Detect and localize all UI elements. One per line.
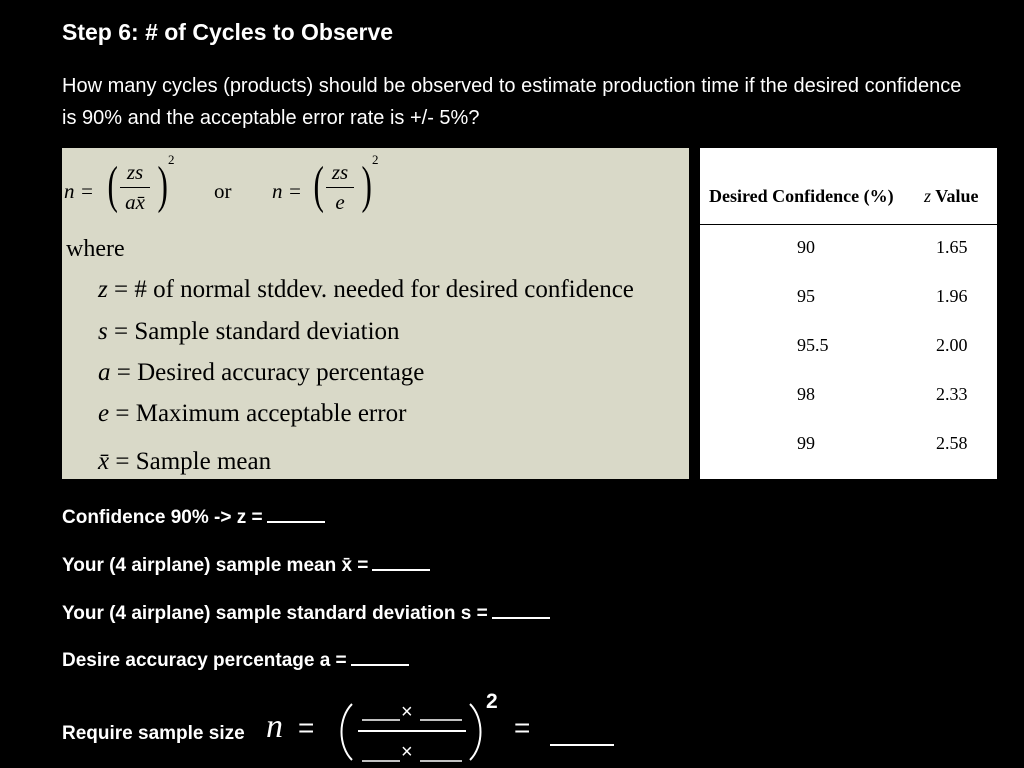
- calc-result-blank[interactable]: [550, 744, 614, 746]
- formula-1-close-paren: ): [157, 157, 168, 214]
- definition-e: [98, 400, 406, 428]
- confidence-z-label: Confidence 90% -> z =: [62, 507, 263, 528]
- table-cell-z: 1.65: [936, 237, 968, 257]
- formula-2-fraction-bar: [326, 187, 354, 188]
- definition-text: = Sample standard deviation: [107, 318, 400, 345]
- confidence-z-blank[interactable]: [267, 503, 325, 523]
- definition-var: a: [98, 359, 111, 386]
- calc-close-paren: [470, 704, 481, 760]
- question-text: How many cycles (products) should be observed to estimate production time if the desired confidence is 90% and the acceptable error rate is +/- 5%?: [62, 75, 962, 129]
- formula-box: [62, 148, 689, 479]
- definition-text: = # of normal stddev. needed for desired confidence: [107, 276, 634, 303]
- definition-x-bar: [98, 448, 271, 476]
- definition-text: = Desired accuracy percentage: [110, 359, 425, 386]
- formula-or: or: [214, 179, 232, 203]
- definition-var: x̄: [98, 448, 110, 475]
- table-header-z-var: z: [924, 186, 932, 206]
- formula-1-denominator: ax̄: [125, 190, 145, 214]
- table-header-z: [924, 186, 979, 207]
- formula-1-fraction: [120, 160, 150, 215]
- definition-text: = Sample mean: [109, 448, 272, 475]
- confidence-z-prompt: [62, 503, 325, 529]
- formula-2-exponent: 2: [372, 152, 379, 167]
- calc-exponent: 2: [486, 690, 498, 713]
- accuracy-label: Desire accuracy percentage a =: [62, 650, 347, 671]
- table-cell-z: 2.58: [936, 433, 968, 453]
- calc-result-equals: =: [514, 712, 531, 743]
- sample-mean-blank[interactable]: [372, 551, 430, 571]
- formula-2-denominator: e: [335, 190, 345, 214]
- table-cell-z: 2.33: [936, 384, 968, 404]
- formula-n-lhs: n =: [64, 179, 94, 203]
- table-cell-z: 2.00: [936, 335, 968, 355]
- definition-var: s: [98, 318, 108, 345]
- sample-size-label: Require sample size: [62, 723, 245, 744]
- calc-open-paren: [342, 704, 353, 760]
- accuracy-blank[interactable]: [351, 646, 409, 666]
- definition-var: z: [98, 276, 108, 303]
- table-cell-confidence: 95: [797, 286, 815, 306]
- calc-denominator-times: ×: [401, 741, 413, 763]
- sample-mean-label: Your (4 airplane) sample mean x̄ =: [62, 555, 369, 576]
- table-header-rule: [700, 224, 997, 225]
- definition-var: e: [98, 400, 110, 427]
- table-header-z-label: Value: [931, 186, 979, 206]
- table-cell-z: 1.96: [936, 286, 968, 306]
- definition-s: [98, 318, 400, 346]
- where-label: where: [66, 236, 125, 262]
- definition-a: [98, 359, 424, 387]
- sample-size-n-symbol: n: [266, 708, 283, 745]
- formula-2-close-paren: ): [361, 157, 372, 214]
- definition-text: = Maximum acceptable error: [109, 400, 407, 427]
- formula-1-exponent: 2: [168, 152, 175, 167]
- sample-mean-prompt: [62, 551, 430, 577]
- formula-2-fraction: [326, 160, 354, 215]
- sample-size-equals: =: [298, 712, 315, 743]
- sample-stddev-prompt: [62, 599, 550, 625]
- formula-2-numerator: zs: [331, 160, 349, 184]
- page-title: Step 6: # of Cycles to Observe: [62, 19, 394, 45]
- sample-stddev-label: Your (4 airplane) sample standard deviation s =: [62, 603, 488, 624]
- formula-1-numerator: zs: [126, 160, 144, 184]
- table-cell-confidence: 98: [797, 384, 815, 404]
- table-cell-confidence: 90: [797, 237, 815, 257]
- accuracy-prompt: [62, 646, 409, 672]
- table-cell-confidence: 95.5: [797, 335, 829, 355]
- z-value-table: [700, 148, 997, 479]
- formula-n-lhs-2: n =: [272, 179, 302, 203]
- table-cell-confidence: 99: [797, 433, 815, 453]
- sample-stddev-blank[interactable]: [492, 599, 550, 619]
- definition-z: [98, 276, 634, 304]
- table-header-confidence: Desired Confidence (%): [709, 186, 894, 206]
- formula-1-open-paren: (: [107, 157, 118, 214]
- formula-1-fraction-bar: [120, 187, 150, 188]
- formula-2-open-paren: (: [313, 157, 324, 214]
- calc-numerator-times: ×: [401, 701, 413, 723]
